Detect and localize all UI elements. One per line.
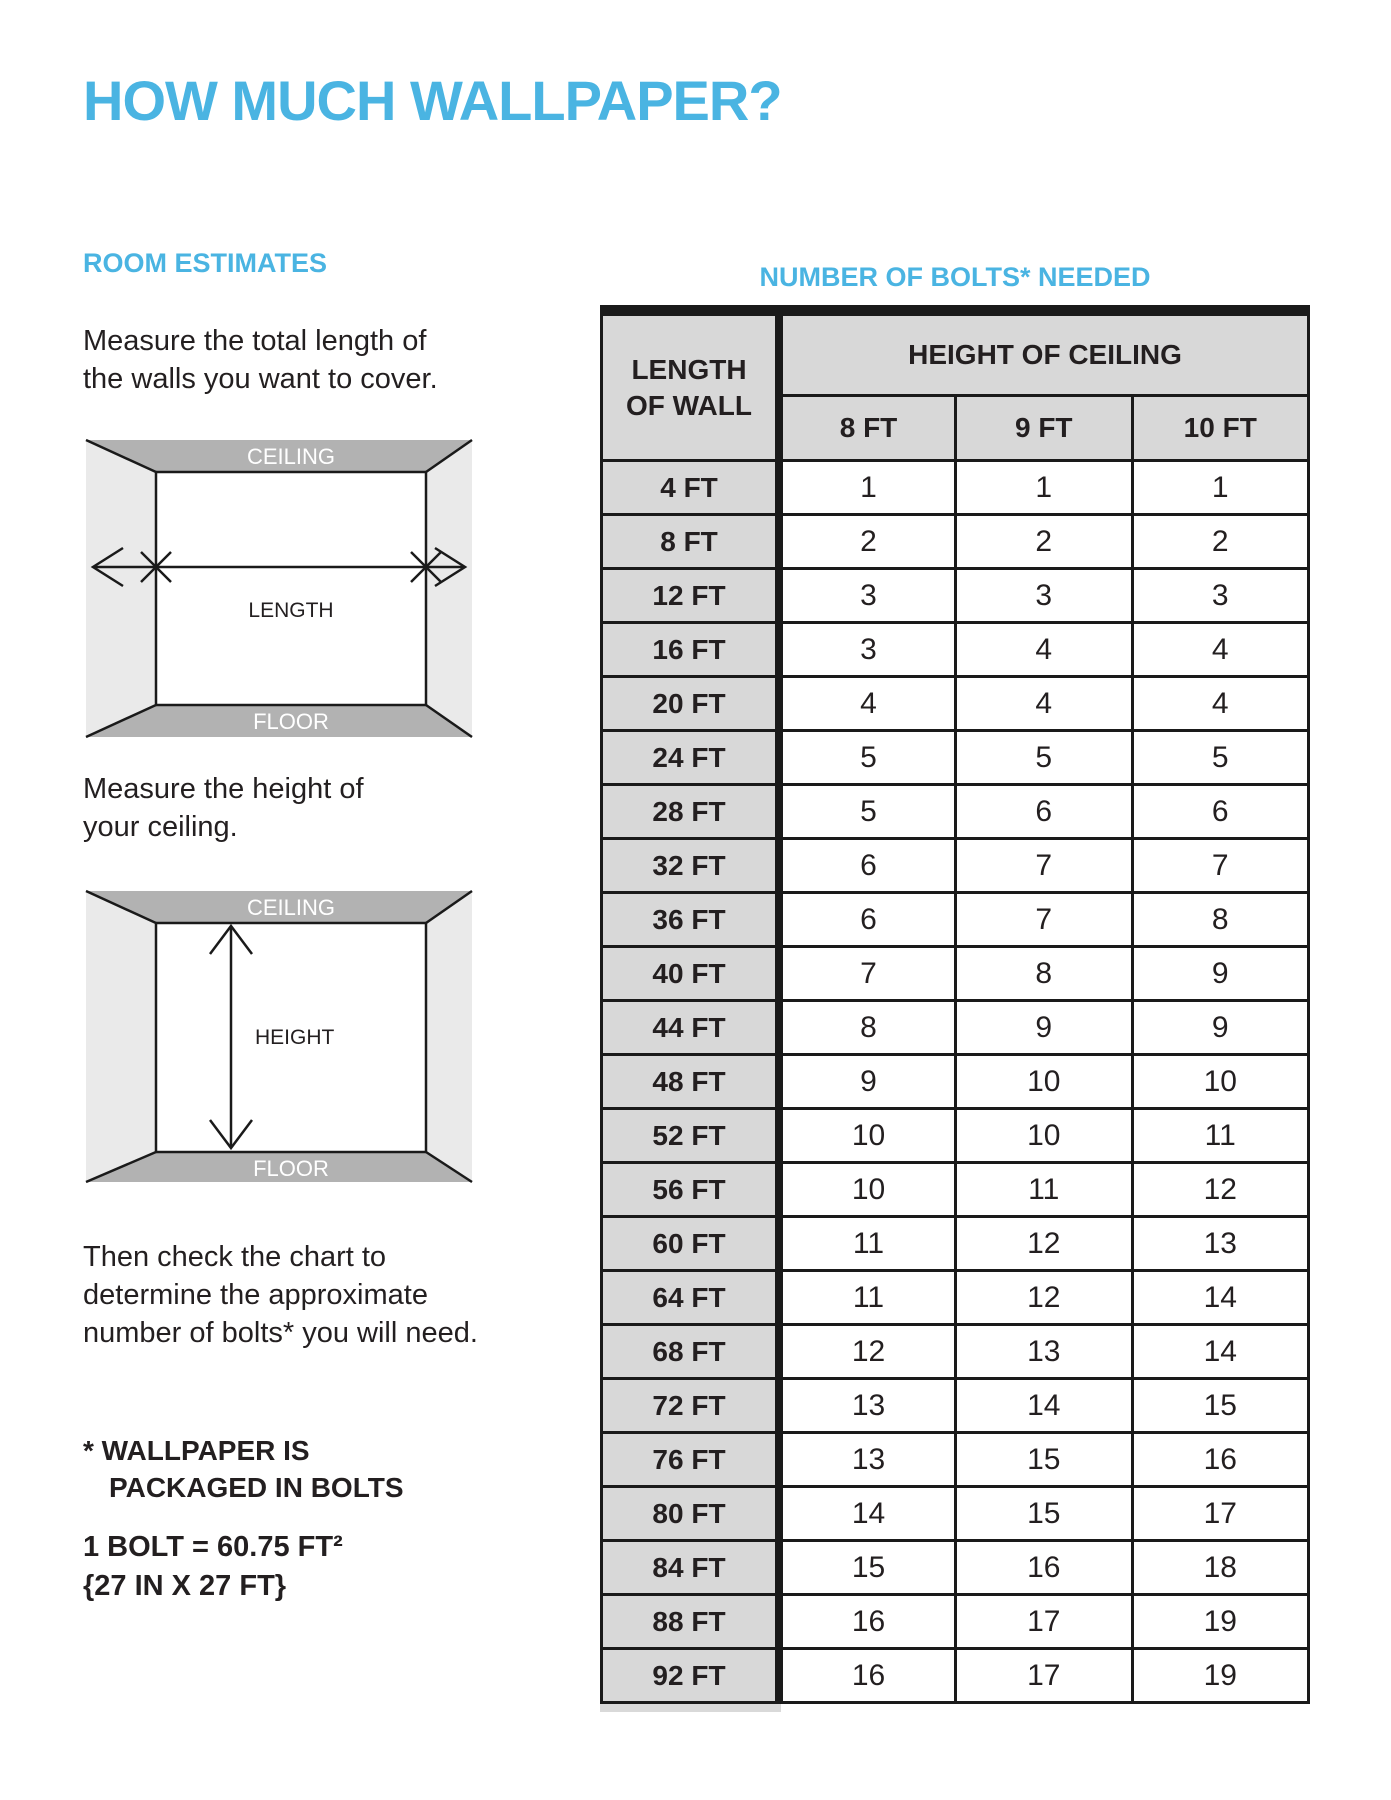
row-label: 4 FT (602, 461, 780, 515)
col-header-8ft: 8 FT (779, 396, 956, 461)
bolt-count-cell: 9 (1132, 1001, 1309, 1055)
bolt-count-cell: 17 (956, 1649, 1133, 1703)
bolt-count-cell: 10 (1132, 1055, 1309, 1109)
bolt-equation-line2: {27 IN X 27 FT} (83, 1570, 287, 1602)
bolt-count-cell: 3 (779, 569, 956, 623)
bolt-count-cell: 7 (1132, 839, 1309, 893)
bolt-table-container (600, 305, 1310, 1712)
bolt-count-cell: 5 (779, 785, 956, 839)
table-row (602, 839, 1309, 893)
instruction-height-line1: Measure the height of (83, 773, 364, 805)
table-row (602, 569, 1309, 623)
bolt-count-cell: 5 (1132, 731, 1309, 785)
page-title: HOW MUCH WALLPAPER? (83, 69, 782, 132)
row-label: 92 FT (602, 1649, 780, 1703)
table-row (602, 1433, 1309, 1487)
table-row (602, 731, 1309, 785)
instruction-length-line2: the walls you want to cover. (83, 363, 438, 395)
table-row (602, 461, 1309, 515)
bolt-count-cell: 3 (1132, 569, 1309, 623)
row-label: 28 FT (602, 785, 780, 839)
room-height-diagram (83, 888, 475, 1185)
bolt-count-cell: 17 (1132, 1487, 1309, 1541)
table-row (602, 1001, 1309, 1055)
bolt-table (600, 305, 1310, 1704)
table-row (602, 515, 1309, 569)
table-row (602, 1541, 1309, 1595)
bolt-count-cell: 9 (956, 1001, 1133, 1055)
row-label: 20 FT (602, 677, 780, 731)
row-label: 56 FT (602, 1163, 780, 1217)
bolt-count-cell: 4 (956, 623, 1133, 677)
bolt-count-cell: 9 (779, 1055, 956, 1109)
row-label: 32 FT (602, 839, 780, 893)
col-header-10ft: 10 FT (1132, 396, 1309, 461)
bolt-count-cell: 15 (1132, 1379, 1309, 1433)
row-label: 68 FT (602, 1325, 780, 1379)
row-label: 60 FT (602, 1217, 780, 1271)
bolt-count-cell: 17 (956, 1595, 1133, 1649)
row-label: 48 FT (602, 1055, 780, 1109)
bolt-count-cell: 9 (1132, 947, 1309, 1001)
row-label: 24 FT (602, 731, 780, 785)
instruction-length-line1: Measure the total length of (83, 325, 427, 357)
bolt-count-cell: 14 (1132, 1325, 1309, 1379)
bolt-count-cell: 3 (779, 623, 956, 677)
bolt-count-cell: 16 (779, 1595, 956, 1649)
bolt-count-cell: 5 (779, 731, 956, 785)
table-header-row-1 (602, 311, 1309, 396)
bolt-count-cell: 7 (779, 947, 956, 1001)
table-row (602, 1217, 1309, 1271)
bolt-count-cell: 12 (1132, 1163, 1309, 1217)
right-wall (426, 440, 472, 737)
bolt-count-cell: 18 (1132, 1541, 1309, 1595)
instruction-chart-line3: number of bolts* you will need. (83, 1317, 478, 1349)
bolt-count-cell: 8 (1132, 893, 1309, 947)
table-row (602, 1055, 1309, 1109)
table-row (602, 785, 1309, 839)
bolt-count-cell: 10 (956, 1109, 1133, 1163)
room-length-diagram (83, 437, 475, 740)
bolt-count-cell: 6 (1132, 785, 1309, 839)
bolt-count-cell: 15 (956, 1433, 1133, 1487)
left-wall (86, 440, 156, 737)
bolt-count-cell: 11 (1132, 1109, 1309, 1163)
bolt-count-cell: 14 (779, 1487, 956, 1541)
table-heading: NUMBER OF BOLTS* NEEDED (759, 262, 1151, 292)
right-wall (426, 891, 472, 1182)
row-label: 72 FT (602, 1379, 780, 1433)
bolt-count-cell: 7 (956, 893, 1133, 947)
bolt-count-cell: 1 (779, 461, 956, 515)
bolt-table-body (602, 461, 1309, 1703)
bolt-count-cell: 15 (779, 1541, 956, 1595)
table-row (602, 623, 1309, 677)
bolt-count-cell: 2 (1132, 515, 1309, 569)
left-wall (86, 891, 156, 1182)
length-label: LENGTH (248, 599, 334, 622)
bolt-count-cell: 6 (956, 785, 1133, 839)
floor-label: FLOOR (253, 709, 329, 734)
bolt-count-cell: 4 (779, 677, 956, 731)
row-label: 16 FT (602, 623, 780, 677)
bolt-count-cell: 13 (779, 1433, 956, 1487)
instruction-chart (83, 1238, 478, 1352)
bolt-count-cell: 2 (779, 515, 956, 569)
bolt-count-cell: 11 (779, 1271, 956, 1325)
bolt-count-cell: 10 (779, 1163, 956, 1217)
bolt-count-cell: 11 (779, 1217, 956, 1271)
bolt-count-cell: 1 (956, 461, 1133, 515)
instruction-height (83, 770, 364, 846)
floor-label: FLOOR (253, 1156, 329, 1181)
bolt-count-cell: 3 (956, 569, 1133, 623)
bolt-count-cell: 12 (956, 1217, 1133, 1271)
bolt-equation-line1: 1 BOLT = 60.75 FT² (83, 1531, 343, 1563)
table-row (602, 1379, 1309, 1433)
bolt-equation (83, 1528, 343, 1606)
table-row (602, 1325, 1309, 1379)
bolt-footnote-line2: PACKAGED IN BOLTS (109, 1472, 404, 1503)
length-of-wall-header-line2: OF WALL (626, 389, 752, 421)
bolt-count-cell: 4 (956, 677, 1133, 731)
room-estimates-heading: ROOM ESTIMATES (83, 248, 328, 278)
bolt-count-cell: 4 (1132, 623, 1309, 677)
col-header-9ft: 9 FT (956, 396, 1133, 461)
row-label: 36 FT (602, 893, 780, 947)
bolt-count-cell: 7 (956, 839, 1133, 893)
bolt-count-cell: 10 (779, 1109, 956, 1163)
length-of-wall-header (602, 311, 780, 461)
row-label: 80 FT (602, 1487, 780, 1541)
instruction-length (83, 322, 438, 398)
ceiling-label: CEILING (246, 895, 336, 920)
bolt-count-cell: 11 (956, 1163, 1133, 1217)
bolt-count-cell: 12 (779, 1325, 956, 1379)
bolt-count-cell: 8 (956, 947, 1133, 1001)
table-row (602, 1595, 1309, 1649)
row-label: 76 FT (602, 1433, 780, 1487)
bolt-count-cell: 19 (1132, 1649, 1309, 1703)
row-label: 44 FT (602, 1001, 780, 1055)
bolt-count-cell: 16 (1132, 1433, 1309, 1487)
bolt-count-cell: 14 (1132, 1271, 1309, 1325)
instruction-chart-line2: determine the approximate (83, 1279, 428, 1311)
row-label: 8 FT (602, 515, 780, 569)
height-of-ceiling-header: HEIGHT OF CEILING (779, 311, 1309, 396)
table-shadow (600, 1704, 781, 1712)
row-label: 84 FT (602, 1541, 780, 1595)
row-label: 52 FT (602, 1109, 780, 1163)
bolt-count-cell: 13 (1132, 1217, 1309, 1271)
bolt-count-cell: 6 (779, 893, 956, 947)
bolt-count-cell: 8 (779, 1001, 956, 1055)
bolt-count-cell: 16 (779, 1649, 956, 1703)
bolt-count-cell: 19 (1132, 1595, 1309, 1649)
bolt-footnote-line1: * WALLPAPER IS (83, 1435, 310, 1466)
table-row (602, 947, 1309, 1001)
table-row (602, 893, 1309, 947)
table-row (602, 1109, 1309, 1163)
bolt-count-cell: 2 (956, 515, 1133, 569)
bolt-count-cell: 4 (1132, 677, 1309, 731)
ceiling-label: CEILING (246, 444, 336, 469)
instruction-chart-line1: Then check the chart to (83, 1241, 387, 1273)
table-row (602, 1487, 1309, 1541)
bolt-count-cell: 15 (956, 1487, 1133, 1541)
table-row (602, 1649, 1309, 1703)
bolt-count-cell: 13 (779, 1379, 956, 1433)
bolt-count-cell: 5 (956, 731, 1133, 785)
table-row (602, 1271, 1309, 1325)
length-of-wall-header-line1: LENGTH (631, 353, 747, 385)
instruction-height-line2: your ceiling. (83, 811, 238, 843)
row-label: 40 FT (602, 947, 780, 1001)
bolt-count-cell: 10 (956, 1055, 1133, 1109)
bolt-count-cell: 1 (1132, 461, 1309, 515)
row-label: 88 FT (602, 1595, 780, 1649)
bolt-count-cell: 13 (956, 1325, 1133, 1379)
bolt-count-cell: 14 (956, 1379, 1133, 1433)
row-label: 64 FT (602, 1271, 780, 1325)
bolt-count-cell: 6 (779, 839, 956, 893)
back-wall (156, 472, 426, 705)
table-row (602, 1163, 1309, 1217)
bolt-footnote (83, 1432, 404, 1506)
table-row (602, 677, 1309, 731)
height-label: HEIGHT (255, 1026, 335, 1049)
bolt-count-cell: 16 (956, 1541, 1133, 1595)
row-label: 12 FT (602, 569, 780, 623)
bolt-count-cell: 12 (956, 1271, 1133, 1325)
